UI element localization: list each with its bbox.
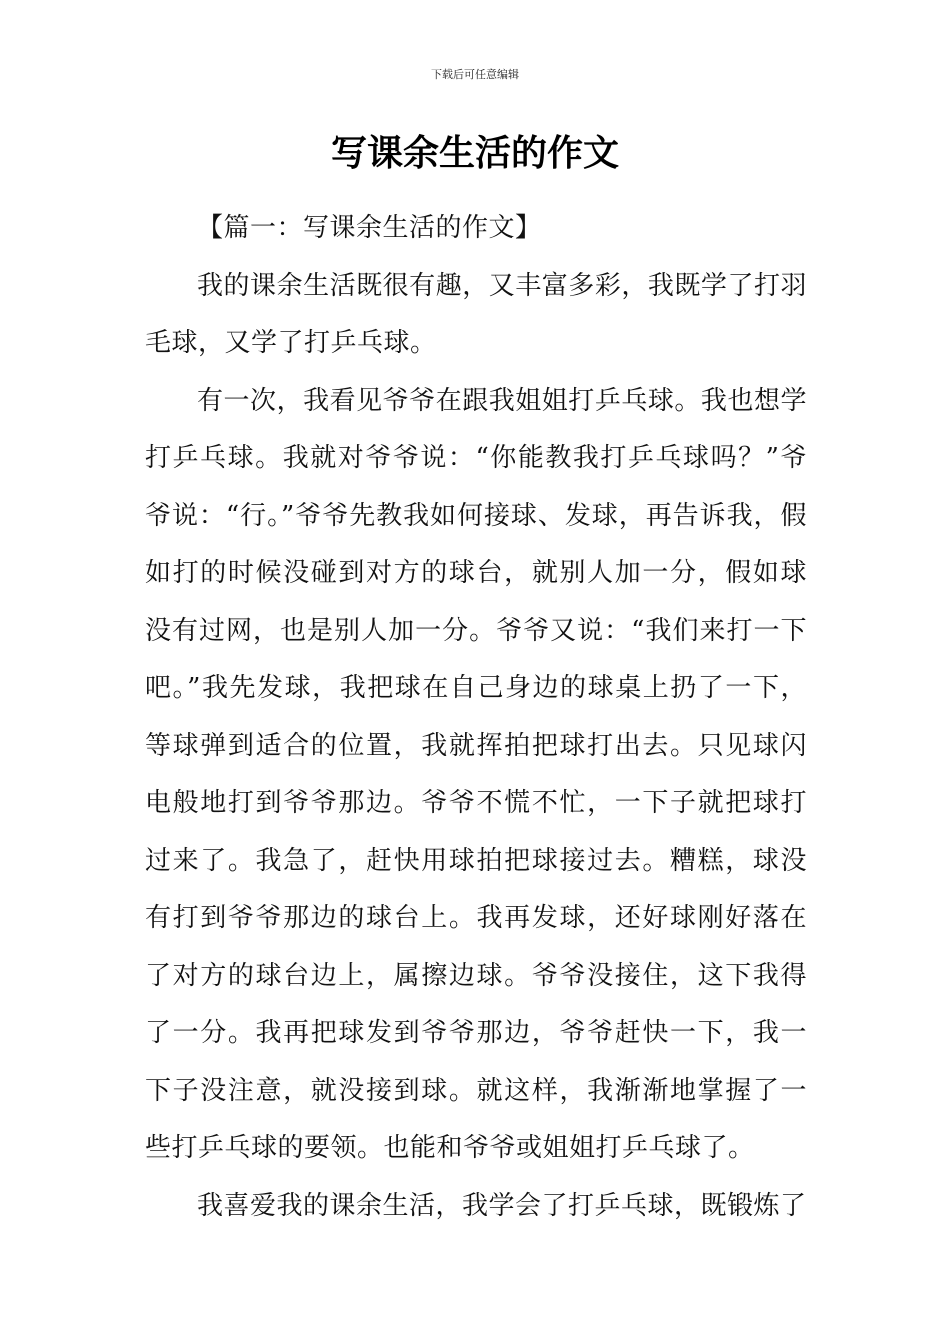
body-paragraph: 我喜爱我的课余生活，我学会了打乒乓球，既锻炼了 <box>197 1190 807 1221</box>
body-paragraph: 我的课余生活既很有趣，又丰富多彩，我既学了打羽毛球，又学了打乒乓球。 <box>145 270 807 358</box>
page-header-note: 下载后可任意编辑 <box>431 68 519 81</box>
document-body <box>145 200 807 1235</box>
document-title: 写课余生活的作文 <box>330 132 619 174</box>
section-heading: 【篇一：写课余生活的作文】 <box>197 213 542 243</box>
body-paragraph: 有一次，我看见爷爷在跟我姐姐打乒乓球。我也想学打乒乓球。我就对爷爷说：“你能教我打乒乓球吗？”爷爷说：“行。”爷爷先教我如何接球、发球，再告诉我，假如打的时候没碰到对方的球台，就别人加一分，假如球没有过网，也是别人加一分。爷爷又说：“我们来打一下吧。”我先发球，我把球在自己身边的球桌上扔了一下，等球弹到适合的位置，我就挥拍把球打出去。只见球闪电般地打到爷爷那边。爷爷不慌不忙，一下子就把球打过来了。我急了，赶快用球拍把球接过去。糟糕，球没有打到爷爷那边的球台上。我再发球，还好球刚好落在了对方的球台边上，属擦边球。爷爷没接住，这下我得了一分。我再把球发到爷爷那边，爷爷赶快一下，我一下子没注意，就没接到球。就这样，我渐渐地掌握了一些打乒乓球的要领。也能和爷爷或姐姐打乒乓球了。 <box>145 385 807 1163</box>
